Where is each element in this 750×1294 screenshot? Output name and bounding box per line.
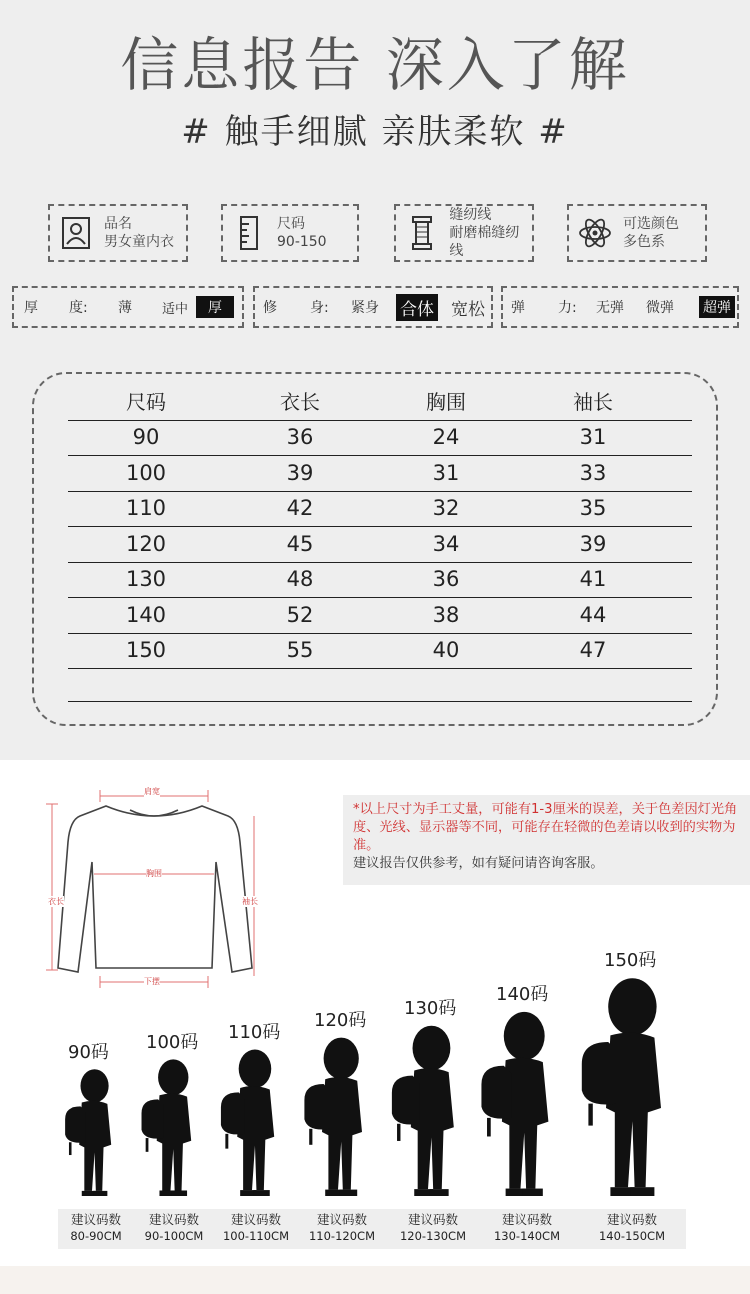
- spec-label: 度:: [69, 300, 88, 316]
- suggested-size: [56, 1212, 136, 1244]
- suggest-range: 110-120CM: [308, 1229, 375, 1243]
- page-subtitle: # 触手细腻 亲肤柔软 #: [181, 112, 569, 152]
- suggested-size: [302, 1212, 382, 1244]
- child-silhouette: [215, 1048, 289, 1196]
- info-box-thread: [394, 204, 534, 262]
- table-cell: 47: [579, 638, 607, 662]
- note-disclaimer: *以上尺寸为手工丈量，可能有1-3厘米的误差，关于色差因灯光角度、光线、显示器等不同，可能存在轻微的色差请以收到的实物为准。: [353, 802, 738, 853]
- table-cell: 44: [579, 602, 607, 627]
- suggest-label: 建议码数: [606, 1212, 657, 1227]
- id-card-icon: [58, 213, 94, 253]
- table-header-row: [68, 386, 692, 421]
- suggest-range: 120-130CM: [399, 1229, 466, 1243]
- table-empty-row: [68, 667, 692, 702]
- table-cell: 36: [286, 425, 314, 449]
- child-silhouette: [385, 1024, 471, 1196]
- child-silhouette: [136, 1058, 205, 1196]
- table-cell: 31: [579, 425, 607, 449]
- suggested-size: [592, 1212, 672, 1244]
- suggested-size: [134, 1212, 214, 1244]
- suggest-label: 建议码数: [316, 1212, 367, 1227]
- info-label: 品名: [104, 216, 132, 232]
- table-cell: 150: [125, 638, 167, 662]
- table-cell: 36: [432, 567, 460, 591]
- size-label: 140码: [496, 984, 549, 1005]
- info-value: 耐磨棉缝纫线: [449, 225, 520, 259]
- table-row: [68, 528, 692, 563]
- table-cell: 110: [125, 496, 167, 520]
- info-label: 缝纫线: [449, 207, 492, 223]
- info-box-product-name: [48, 204, 188, 262]
- ruler-icon: [231, 213, 267, 253]
- table-cell: 120: [125, 531, 167, 556]
- bottom-strip: [0, 1266, 750, 1294]
- sleeve-label: 袖长: [242, 897, 258, 906]
- table-row: [68, 492, 692, 527]
- table-row: [68, 563, 692, 598]
- spec-label: 修: [263, 300, 277, 316]
- measurement-note: [343, 795, 750, 885]
- size-label: 100码: [146, 1032, 199, 1053]
- info-label: 可选颜色: [623, 216, 679, 232]
- hem-label: 下摆: [144, 977, 160, 986]
- table-cell: 32: [432, 496, 460, 520]
- child-silhouette: [573, 976, 683, 1196]
- spec-thickness: [12, 286, 244, 328]
- table-cell: 38: [432, 602, 460, 627]
- suggest-range: 130-140CM: [493, 1229, 560, 1243]
- table-cell: 140: [125, 602, 167, 627]
- spec-label: 弹: [511, 300, 525, 316]
- chest-label: 胸围: [146, 869, 162, 878]
- table-cell: 48: [286, 567, 314, 591]
- table-cell: 40: [432, 638, 460, 662]
- table-row: [68, 599, 692, 634]
- info-box-size: [221, 204, 359, 262]
- info-value: 90-150: [277, 234, 327, 250]
- table-cell: 90: [132, 425, 160, 449]
- suggest-label: 建议码数: [230, 1212, 281, 1227]
- size-label: 90码: [68, 1042, 109, 1063]
- suggest-range: 90-100CM: [144, 1229, 204, 1243]
- column-header: 衣长: [280, 390, 320, 414]
- table-cell: 100: [125, 460, 167, 485]
- size-label: 110码: [228, 1022, 281, 1043]
- suggest-label: 建议码数: [501, 1212, 552, 1227]
- table-cell: 41: [579, 567, 607, 591]
- suggest-label: 建议码数: [407, 1212, 458, 1227]
- table-cell: 24: [432, 425, 460, 449]
- suggest-label: 建议码数: [148, 1212, 199, 1227]
- table-cell: 39: [286, 460, 314, 485]
- info-label: 尺码: [277, 216, 305, 232]
- spec-option: 无弹: [596, 300, 624, 316]
- spec-option: 微弹: [646, 300, 674, 316]
- table-cell: 130: [125, 567, 167, 591]
- spec-label: 身:: [310, 300, 329, 316]
- spec-option-selected: 超弹: [699, 296, 735, 318]
- suggest-range: 80-90CM: [70, 1229, 122, 1243]
- child-silhouette: [298, 1036, 378, 1196]
- size-label: 150码: [604, 950, 657, 971]
- table-cell: 52: [286, 602, 314, 627]
- child-silhouette: [60, 1068, 124, 1196]
- table-cell: 35: [579, 496, 607, 520]
- column-header: 袖长: [573, 390, 613, 414]
- spec-label: 厚: [24, 300, 38, 316]
- spec-label: 力:: [558, 300, 577, 316]
- suggested-size: [487, 1212, 567, 1244]
- table-cell: 39: [579, 531, 607, 556]
- spec-elasticity: [501, 286, 739, 328]
- column-header: 胸围: [426, 390, 466, 414]
- column-header: 尺码: [126, 390, 166, 414]
- size-label: 120码: [314, 1010, 367, 1031]
- length-label: 衣长: [48, 897, 64, 906]
- table-cell: 33: [579, 460, 607, 485]
- info-value: 男女童内衣: [104, 234, 174, 250]
- spec-option-selected: 厚: [196, 296, 234, 318]
- suggested-size: [393, 1212, 473, 1244]
- spec-option-selected: 合体: [396, 294, 438, 321]
- size-label: 130码: [404, 998, 457, 1019]
- table-cell: 31: [432, 460, 460, 485]
- spec-option: 宽松: [451, 299, 485, 320]
- info-value: 多色系: [623, 234, 665, 250]
- table-row: [68, 634, 692, 669]
- size-table: [32, 372, 718, 726]
- suggested-size: [216, 1212, 296, 1244]
- page-title: 信息报告 深入了解: [120, 31, 630, 99]
- suggest-label: 建议码数: [70, 1212, 121, 1227]
- thread-spool-icon: [404, 213, 439, 253]
- table-cell: 45: [286, 531, 314, 556]
- child-silhouette: [474, 1010, 567, 1196]
- table-cell: 34: [432, 531, 460, 556]
- spec-option: 适中: [162, 301, 189, 317]
- suggest-range: 100-110CM: [222, 1229, 289, 1243]
- atom-icon: [577, 213, 613, 253]
- table-row: [68, 457, 692, 492]
- spec-option: 薄: [118, 300, 132, 316]
- garment-measure-diagram: [46, 782, 262, 992]
- table-row: [68, 421, 692, 456]
- suggest-range: 140-150CM: [598, 1229, 665, 1243]
- spec-option: 紧身: [351, 300, 379, 316]
- info-box-colors: [567, 204, 707, 262]
- table-cell: 42: [286, 496, 314, 520]
- spec-fit: [253, 286, 493, 328]
- note-advice: 建议报告仅供参考，如有疑问请咨询客服。: [353, 856, 604, 871]
- table-cell: 55: [286, 638, 314, 662]
- shoulder-label: 肩宽: [144, 787, 160, 796]
